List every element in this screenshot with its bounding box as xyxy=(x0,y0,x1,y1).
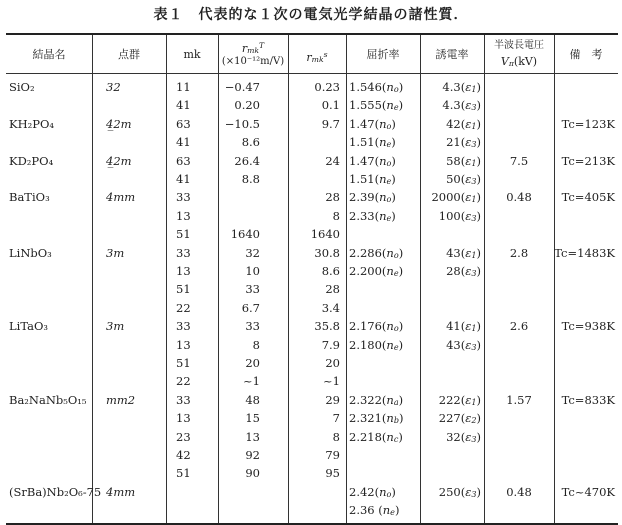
cell-remarks: Tc=405K xyxy=(561,190,615,205)
cell-dielectric-constant: 2000(ε1) xyxy=(431,190,481,205)
cell-mk: 51 xyxy=(176,356,191,370)
cell-rT: −10.5 xyxy=(224,116,260,131)
cell-rS: 1640 xyxy=(310,227,340,242)
cell-rT: 20 xyxy=(245,356,260,370)
cell-rT: 26.4 xyxy=(234,153,260,168)
cell-crystal-name: Ba₂NaNb₅O₁₅ xyxy=(9,392,87,407)
cell-mk: 41 xyxy=(176,98,191,113)
cell-point-group: 4mm xyxy=(106,190,136,205)
cell-remarks: Tc=1483K xyxy=(554,245,615,260)
cell-mk: 11 xyxy=(176,80,191,94)
cell-rS: 7.9 xyxy=(321,337,340,352)
cell-refractive-index: 1.47(no) xyxy=(349,153,396,168)
cell-rS: 8 xyxy=(332,429,340,444)
cell-rT: 8.8 xyxy=(241,172,260,186)
cell-refractive-index: 2.286(no) xyxy=(349,245,404,260)
cell-rS: 79 xyxy=(325,448,340,462)
cell-mk: 51 xyxy=(176,282,191,297)
cell-remarks: Tc=213K xyxy=(561,153,615,168)
cell-refractive-index: 2.321(nb) xyxy=(349,411,404,426)
column-rule xyxy=(92,35,93,523)
cell-refractive-index: 2.33(ne) xyxy=(349,208,396,223)
header-rT: rmk$^T$ xyxy=(241,41,265,55)
cell-rS: 3.4 xyxy=(321,300,340,315)
cell-rT: 33 xyxy=(245,282,260,297)
cell-point-group: 32 xyxy=(106,80,121,94)
cell-mk: 33 xyxy=(176,190,191,205)
cell-dielectric-constant: 32(ε3) xyxy=(446,429,481,444)
cell-crystal-name: KD₂PO₄ xyxy=(9,153,54,168)
header-rT-unit: (×10⁻¹²m/V) xyxy=(221,56,285,67)
cell-rS: 95 xyxy=(325,466,340,481)
cell-refractive-index: 1.51(ne) xyxy=(349,172,396,186)
cell-crystal-name: (SrBa)Nb₂O₆-75 xyxy=(9,484,102,499)
cell-rT: −0.47 xyxy=(224,80,260,94)
cell-half-wave-voltage: 2.6 xyxy=(509,319,529,334)
cell-dielectric-constant: 50(ε3) xyxy=(446,172,481,186)
cell-dielectric-constant: 4.3(ε3) xyxy=(442,98,481,113)
cell-rS: 30.8 xyxy=(314,245,340,260)
cell-rS: 0.1 xyxy=(321,98,340,113)
header-rule xyxy=(6,73,618,74)
cell-refractive-index: 2.180(ne) xyxy=(349,337,404,352)
cell-half-wave-voltage: 7.5 xyxy=(509,153,529,168)
cell-half-wave-voltage: 0.48 xyxy=(506,484,532,499)
cell-half-wave-voltage: 2.8 xyxy=(509,245,529,260)
cell-mk: 41 xyxy=(176,172,191,186)
cell-dielectric-constant: 21(ε3) xyxy=(446,135,481,150)
cell-refractive-index: 2.39(no) xyxy=(349,190,396,205)
cell-dielectric-constant: 250(ε3) xyxy=(438,484,481,499)
cell-refractive-index: 2.218(nc) xyxy=(349,429,403,444)
cell-rS: 24 xyxy=(325,153,340,168)
cell-rT: 0.20 xyxy=(234,98,260,113)
cell-crystal-name: LiNbO₃ xyxy=(9,245,52,260)
cell-mk: 33 xyxy=(176,245,191,260)
column-rule xyxy=(484,35,485,523)
cell-dielectric-constant: 100(ε3) xyxy=(438,208,481,223)
cell-dielectric-constant: 28(ε3) xyxy=(446,264,481,278)
cell-dielectric-constant: 43(ε3) xyxy=(446,337,481,352)
cell-dielectric-constant: 41(ε1) xyxy=(446,319,481,334)
cell-point-group: 4̲2m xyxy=(106,116,132,131)
cell-remarks: Tc=833K xyxy=(561,392,615,407)
cell-rT: 1640 xyxy=(230,227,260,242)
cell-half-wave-voltage: 1.57 xyxy=(506,392,532,407)
cell-dielectric-constant: 4.3(ε1) xyxy=(442,80,481,94)
cell-rT: 33 xyxy=(245,319,260,334)
column-rule xyxy=(346,35,347,523)
table-title: 表１ 代表的な１次の電気光学結晶の諸性質． xyxy=(153,7,469,23)
cell-refractive-index: 1.47(no) xyxy=(349,116,396,131)
cell-refractive-index: 1.555(ne) xyxy=(349,98,404,113)
header-remarks: 備 考 xyxy=(569,48,603,61)
cell-crystal-name: KH₂PO₄ xyxy=(9,116,55,131)
header-refractive-index: 屈折率 xyxy=(366,48,400,61)
cell-rT: 15 xyxy=(245,411,260,426)
cell-mk: 33 xyxy=(176,392,191,407)
cell-crystal-name: SiO₂ xyxy=(9,80,35,94)
cell-rS: 7 xyxy=(332,411,340,426)
cell-point-group: mm2 xyxy=(106,392,136,407)
cell-rS: 8.6 xyxy=(321,264,340,278)
header-crystal-name: 結晶名 xyxy=(32,48,66,61)
cell-remarks: Tc=938K xyxy=(561,319,615,334)
cell-mk: 22 xyxy=(176,300,191,315)
cell-point-group: 3m xyxy=(106,319,125,334)
cell-rS: 9.7 xyxy=(321,116,340,131)
cell-rT: ~1 xyxy=(243,374,260,389)
column-rule xyxy=(554,35,555,523)
cell-dielectric-constant: 227(ε2) xyxy=(438,411,481,426)
cell-mk: 23 xyxy=(176,429,191,444)
cell-mk: 51 xyxy=(176,466,191,481)
header-point-group: 点群 xyxy=(118,48,140,61)
cell-rT: 8 xyxy=(252,337,260,352)
cell-remarks: Tc=123K xyxy=(561,116,615,131)
cell-dielectric-constant: 43(ε1) xyxy=(446,245,481,260)
properties-table xyxy=(6,33,618,525)
cell-mk: 33 xyxy=(176,319,191,334)
cell-mk: 22 xyxy=(176,374,191,389)
cell-rT: 8.6 xyxy=(241,135,260,150)
cell-crystal-name: LiTaO₃ xyxy=(9,319,48,334)
cell-mk: 13 xyxy=(176,337,191,352)
cell-refractive-index: 2.36 (ne) xyxy=(349,503,400,518)
cell-rS: 28 xyxy=(325,282,340,297)
cell-mk: 13 xyxy=(176,264,191,278)
cell-rS: 29 xyxy=(325,392,340,407)
cell-refractive-index: 2.322(na) xyxy=(349,392,404,407)
cell-refractive-index: 2.200(ne) xyxy=(349,264,404,278)
cell-rT: 90 xyxy=(245,466,260,481)
cell-refractive-index: 2.42(no) xyxy=(349,484,396,499)
cell-rS: 35.8 xyxy=(314,319,340,334)
cell-rT: 48 xyxy=(245,392,260,407)
cell-mk: 51 xyxy=(176,227,191,242)
cell-dielectric-constant: 222(ε1) xyxy=(438,392,481,407)
cell-remarks: Tc~470K xyxy=(561,484,615,499)
cell-rS: 28 xyxy=(325,190,340,205)
cell-mk: 42 xyxy=(176,448,191,462)
cell-dielectric-constant: 58(ε1) xyxy=(446,153,481,168)
header-rS: rmk$^s$ xyxy=(306,50,328,64)
header-half-wave-voltage: 半波長電圧 xyxy=(494,40,544,51)
header-mk: mk xyxy=(183,48,201,61)
cell-mk: 13 xyxy=(176,208,191,223)
header-dielectric-constant: 誘電率 xyxy=(435,48,469,61)
cell-dielectric-constant: 42(ε1) xyxy=(446,116,481,131)
cell-mk: 63 xyxy=(176,153,191,168)
cell-rS: 8 xyxy=(332,208,340,223)
cell-point-group: 4mm xyxy=(106,484,136,499)
cell-crystal-name: BaTiO₃ xyxy=(9,190,50,205)
cell-mk: 41 xyxy=(176,135,191,150)
cell-refractive-index: 2.176(no) xyxy=(349,319,404,334)
cell-rT: 13 xyxy=(245,429,260,444)
cell-mk: 13 xyxy=(176,411,191,426)
cell-point-group: 4̲2m xyxy=(106,153,132,168)
cell-point-group: 3m xyxy=(106,245,125,260)
cell-rS: 20 xyxy=(325,356,340,370)
cell-mk: 63 xyxy=(176,116,191,131)
cell-rT: 32 xyxy=(245,245,260,260)
cell-rT: 10 xyxy=(245,264,260,278)
cell-rT: 6.7 xyxy=(241,300,260,315)
cell-refractive-index: 1.546(no) xyxy=(349,80,404,94)
cell-rS: 0.23 xyxy=(314,80,340,94)
column-rule xyxy=(166,35,167,523)
cell-rS: ~1 xyxy=(323,374,340,389)
cell-half-wave-voltage: 0.48 xyxy=(506,190,532,205)
cell-rT: 92 xyxy=(245,448,260,462)
cell-refractive-index: 1.51(ne) xyxy=(349,135,396,150)
header-half-wave-voltage-symbol: Vπ(kV) xyxy=(500,55,538,68)
